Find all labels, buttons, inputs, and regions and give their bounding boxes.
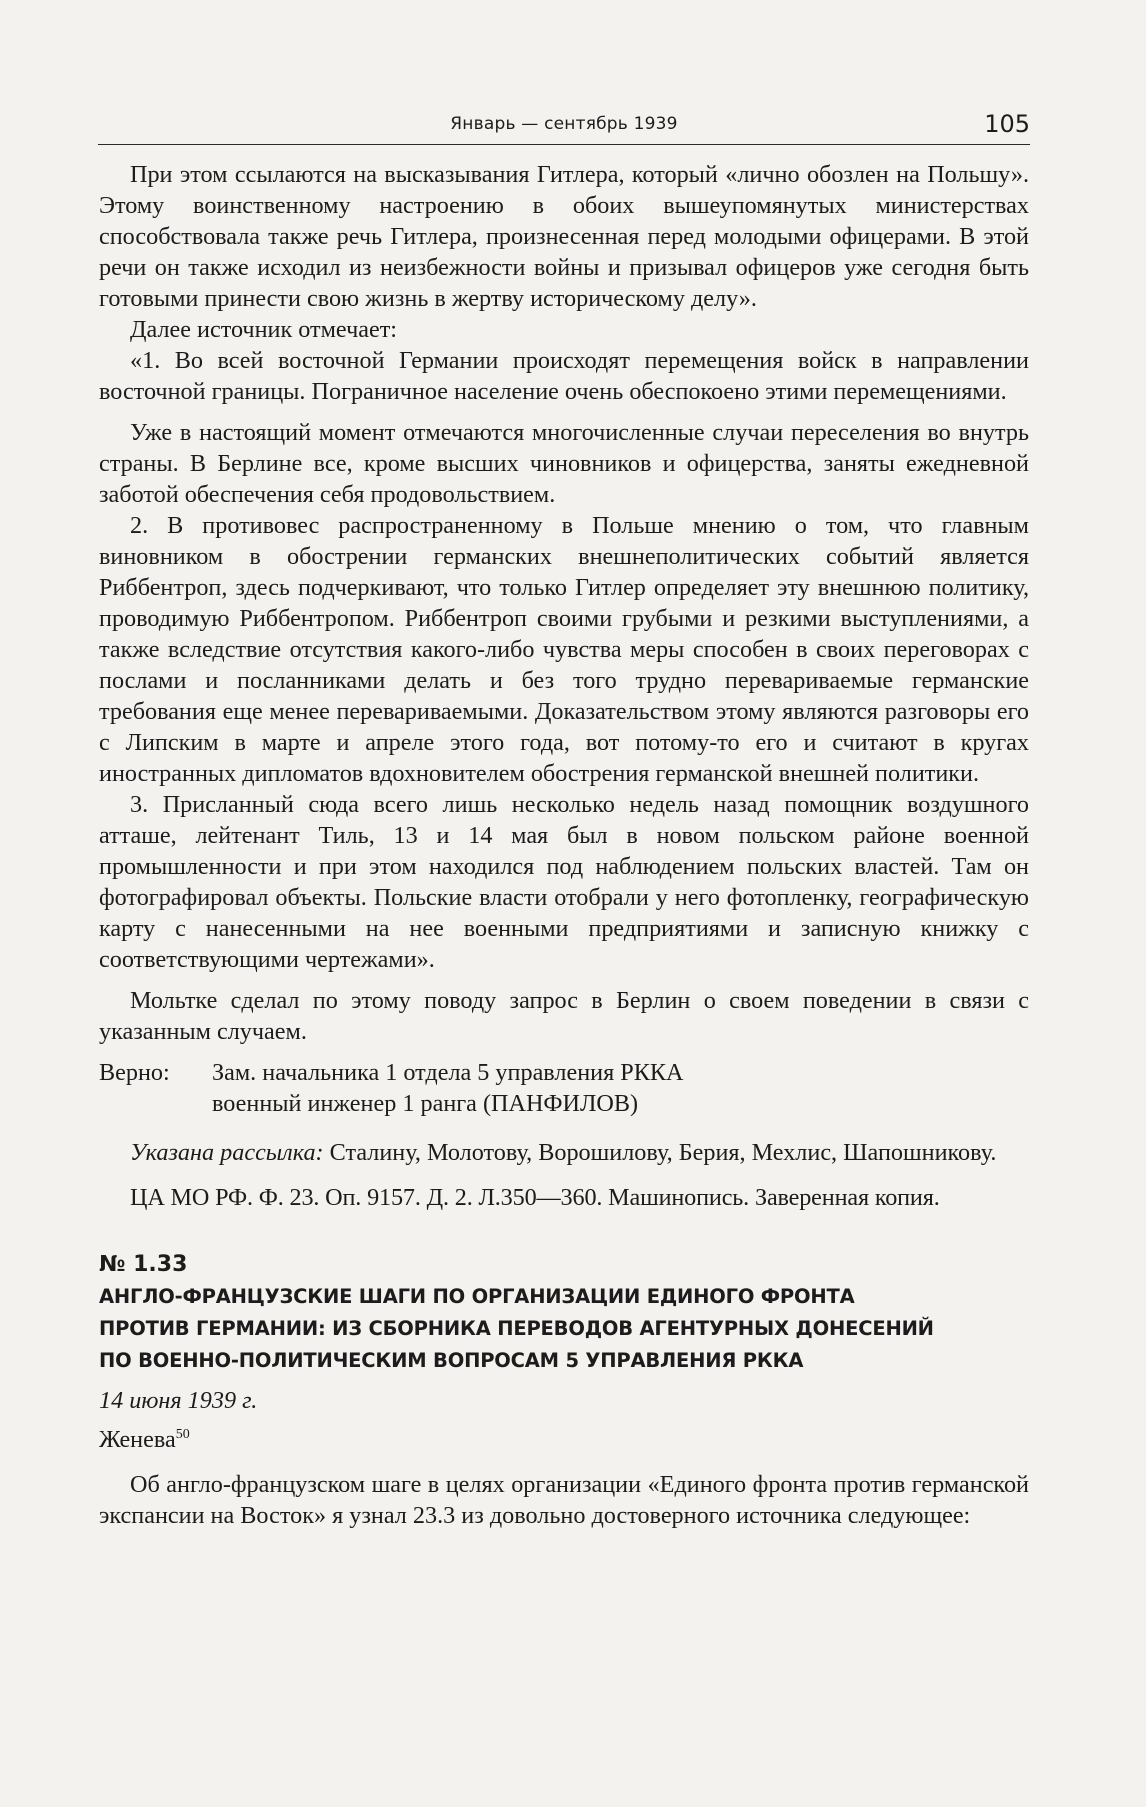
distribution-text: Сталину, Молотову, Ворошилову, Берия, Мехлис, Шапошникову.: [323, 1139, 997, 1166]
document-place: [99, 1424, 1029, 1455]
certification-line: военный инженер 1 ранга (ПАНФИЛОВ): [212, 1090, 639, 1117]
certification-block: [99, 1057, 1029, 1119]
paragraph: Далее источник отмечает:: [130, 316, 397, 343]
running-title: Январь — сентябрь 1939: [450, 114, 678, 134]
paragraph: «1. Во всей восточной Германии происходят перемещения войск в направлении восточной границы. Пограничное население очень обеспокоено этими перемещениями.: [99, 347, 1029, 405]
page-body: [99, 159, 1029, 1531]
footnote-mark: 50: [175, 1426, 190, 1442]
place-name: Женева: [99, 1426, 176, 1453]
distribution-note: [99, 1137, 1029, 1168]
document-title-line: ПРОТИВ ГЕРМАНИИ: ИЗ СБОРНИКА ПЕРЕВОДОВ АГЕНТУРНЫХ ДОНЕСЕНИЙ: [99, 1317, 934, 1340]
paragraph: 2. В противовес распространенному в Польше мнению о том, что главным виновником в обострении германских внешнеполитических событий является Риббентроп, здесь подчеркивают, что только Гитлер определяет эту внешнюю политику, проводимую Риббентропом. Риббентроп своими грубыми и резкими выступлениями, а также вследствие отсутствия какого-либо чувства меры способен в своих переговорах с послами и посланниками делать и без того трудно перевариваемые германские требования еще менее перевариваемыми. Доказательством этому являются разговоры его с Липским в марте и апреле этого года, вот потому-то его и считают в кругах иностранных дипломатов вдохновителем обострения германской внешней политики.: [99, 512, 1029, 787]
paragraph: 3. Присланный сюда всего лишь несколько недель назад помощник воздушного атташе, лейтенант Тиль, 13 и 14 мая был в новом польском районе военной промышленности и при этом находился под наблюдением польских властей. Там он фотографировал объекты. Польские власти отобрали у него фотопленку, географическую карту с нанесенными на нее военными предприятиями и записную книжку с соответствующими чертежами».: [99, 791, 1029, 973]
document-date: 14 июня 1939 г.: [99, 1387, 258, 1414]
document-number: № 1.33: [99, 1252, 188, 1277]
certification-line: Зам. начальника 1 отдела 5 управления РККА: [212, 1059, 684, 1086]
paragraph: При этом ссылаются на высказывания Гитлера, который «лично обозлен на Польшу». Этому воинственному настроению в обоих вышеупомянутых министерствах способствовала также речь Гитлера, произнесенная перед молодыми офицерами. В этой речи он также исходил из неизбежности войны и призывал офицеров уже сегодня быть готовыми принести свою жизнь в жертву историческому делу».: [99, 161, 1029, 312]
paragraph: Уже в настоящий момент отмечаются многочисленные случаи переселения во внутрь страны. В Берлине все, кроме высших чиновников и офицерства, заняты ежедневной заботой обеспечения себя продовольствием.: [99, 419, 1029, 508]
document-title-line: АНГЛО-ФРАНЦУЗСКИЕ ШАГИ ПО ОРГАНИЗАЦИИ ЕДИНОГО ФРОНТА: [99, 1285, 855, 1308]
document-title-line: ПО ВОЕННО-ПОЛИТИЧЕСКИМ ВОПРОСАМ 5 УПРАВЛЕНИЯ РККА: [99, 1349, 804, 1372]
paragraph: Мольтке сделал по этому поводу запрос в Берлин о своем поведении в связи с указанным случаем.: [99, 987, 1029, 1045]
paragraph: Об англо-французском шаге в целях организации «Единого фронта против германской экспансии на Восток» я узнал 23.3 из довольно достоверного источника следующее:: [99, 1471, 1029, 1529]
page-number: 105: [984, 110, 1030, 138]
certification-signer: [212, 1057, 1029, 1119]
archive-reference: ЦА МО РФ. Ф. 23. Оп. 9157. Д. 2. Л.350—360. Машинопись. Заверенная копия.: [130, 1184, 940, 1211]
certification-label: Верно:: [99, 1059, 170, 1086]
distribution-label: Указана рассылка:: [130, 1139, 324, 1166]
page-header: [98, 108, 1030, 145]
